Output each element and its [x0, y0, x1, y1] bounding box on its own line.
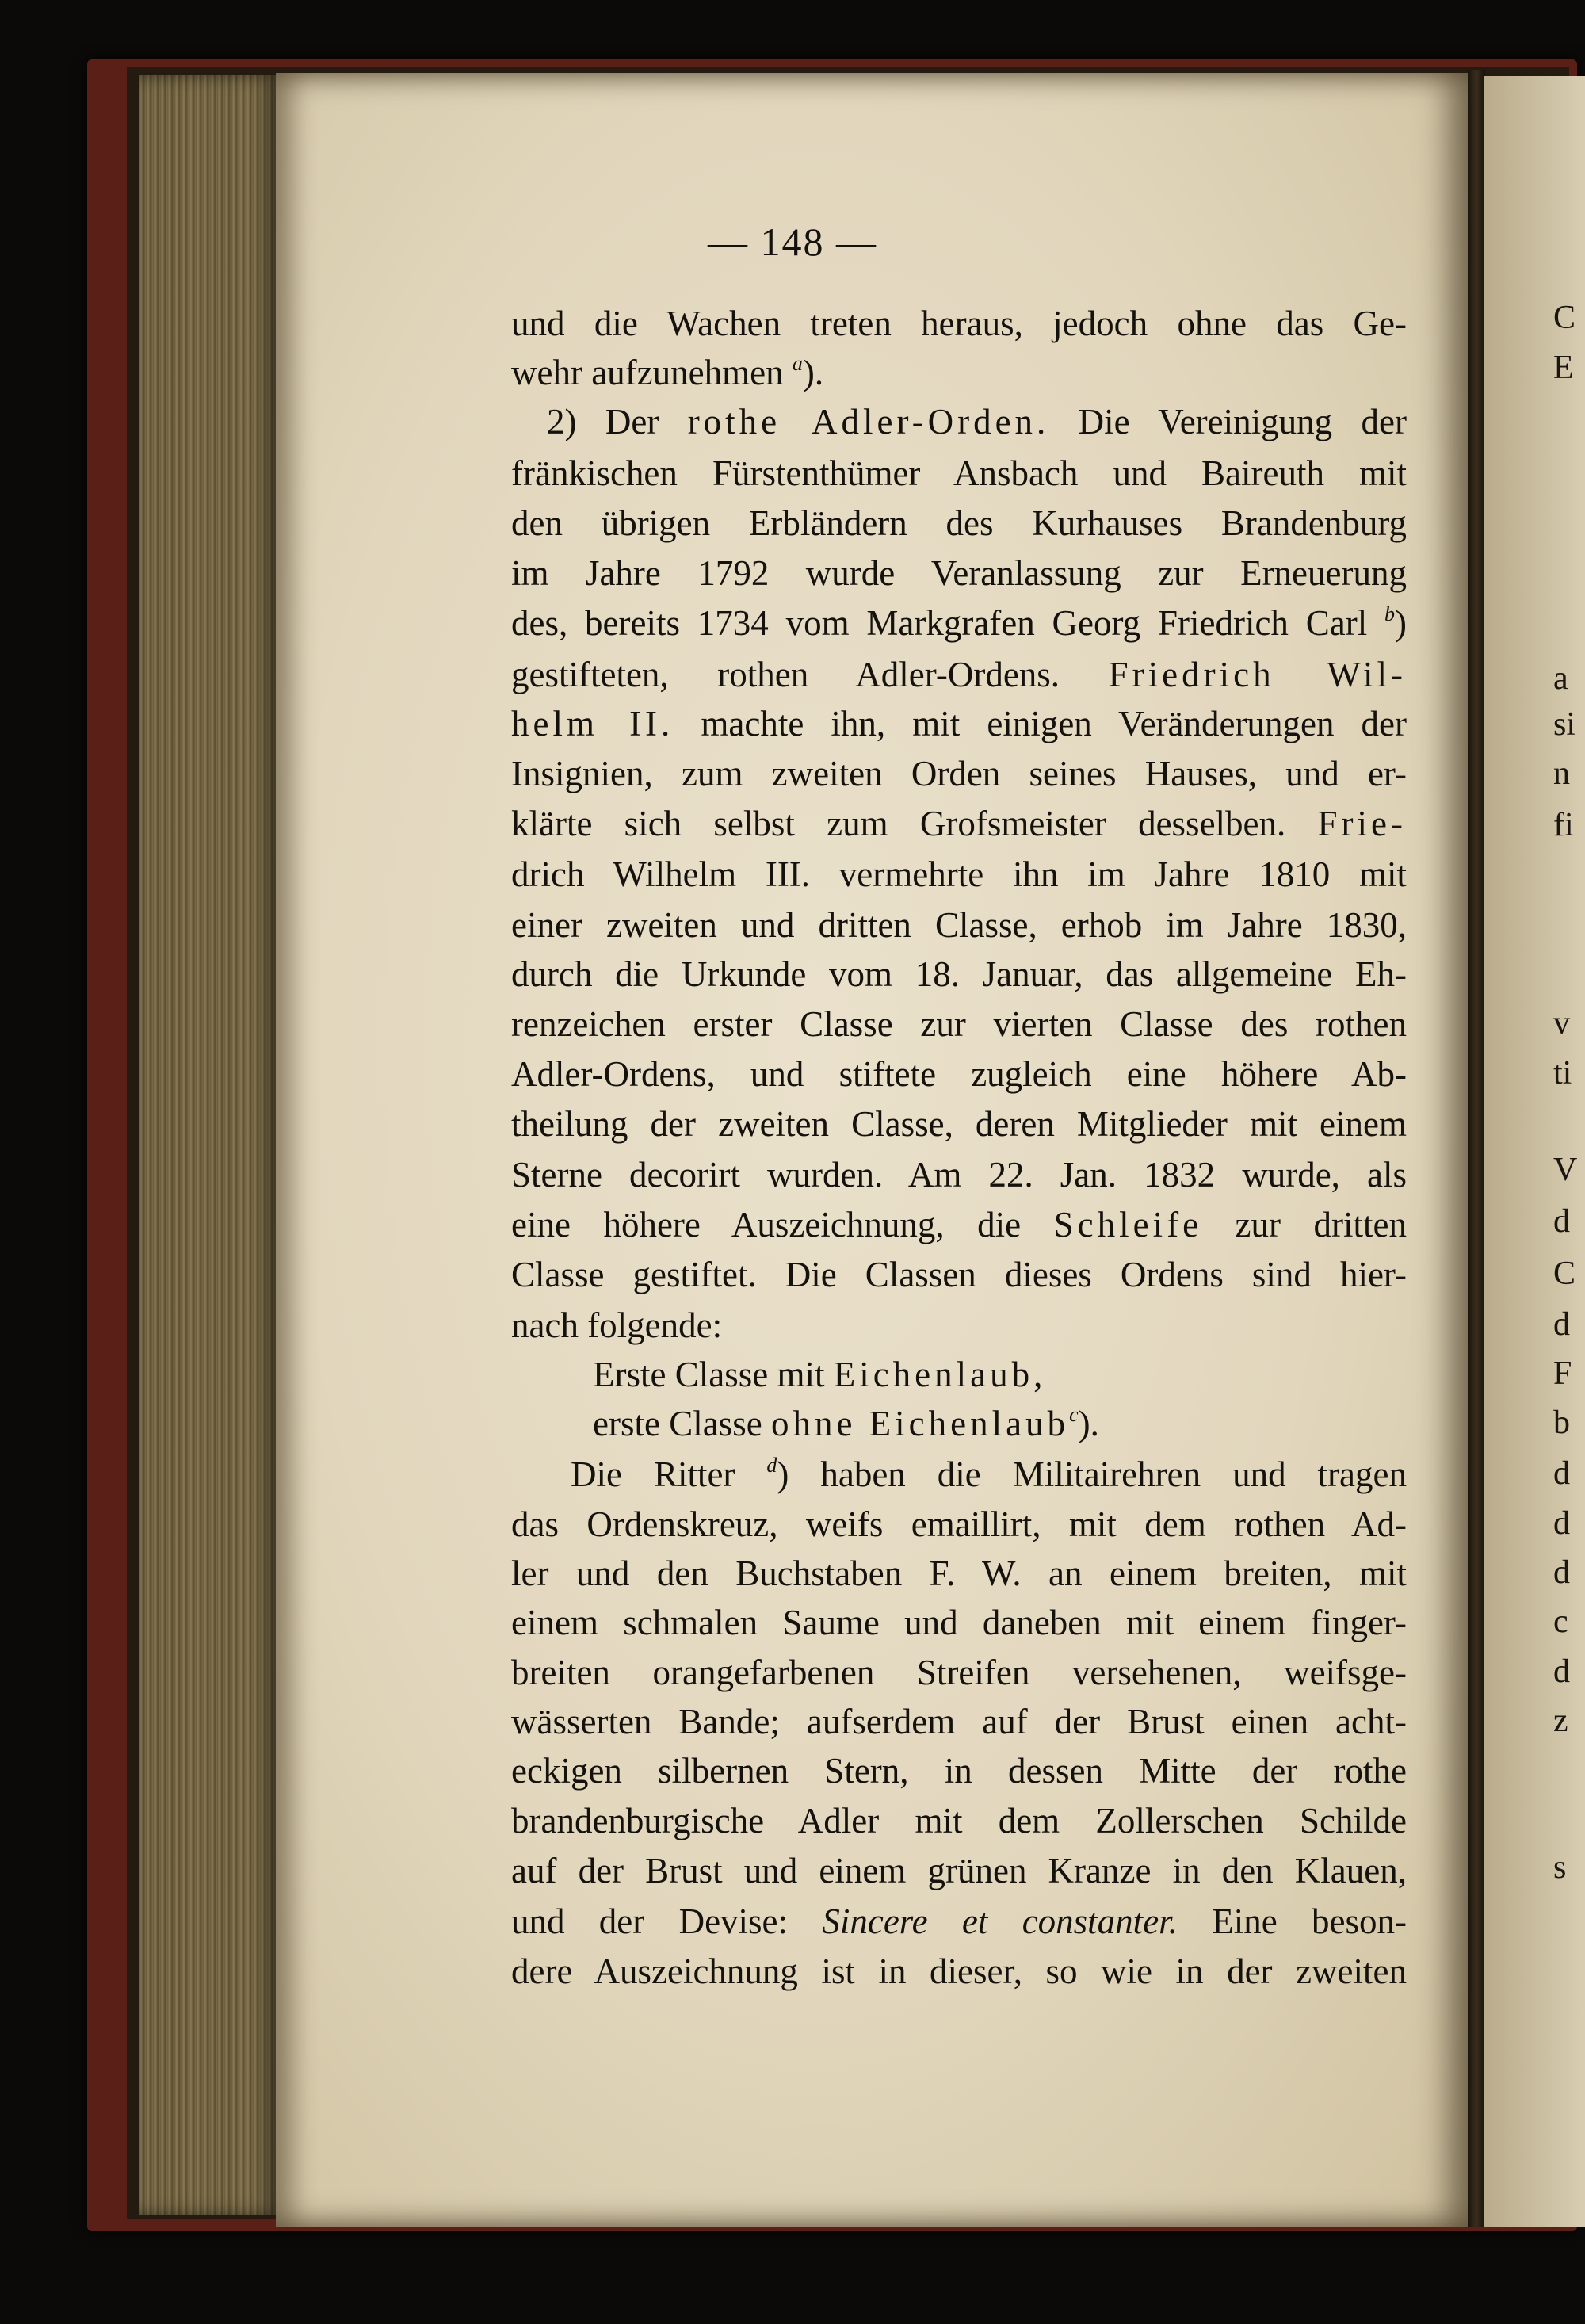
text-segment: drich Wilhelm III. vermehrte ihn im Jahre 1810 mit [511, 854, 1407, 894]
text-segment: eckigen silbernen Stern, in dessen Mitte der rothe [511, 1751, 1407, 1791]
right-page-letter: fi [1553, 807, 1574, 843]
text-line [511, 1803, 1407, 1839]
text-line [511, 1257, 1407, 1293]
text-line [511, 1655, 1407, 1691]
right-page-letter: v [1553, 1005, 1570, 1042]
text-segment: Eine beson- [1177, 1902, 1407, 1941]
text-line [511, 1004, 1407, 1044]
text-line [511, 905, 1407, 945]
footnote-marker: a [792, 352, 803, 375]
text-segment: erste Classe [593, 1404, 771, 1443]
text-segment: auf der Brust und einem grünen Kranze in den Klauen, [511, 1851, 1407, 1890]
text-line [511, 1605, 1407, 1641]
text-line [593, 1357, 1149, 1393]
right-page-letter: z [1553, 1703, 1568, 1739]
right-page-letter: n [1553, 755, 1570, 792]
text-segment: nach folgende: [511, 1305, 723, 1345]
text-segment: helm II. [511, 704, 674, 743]
right-page-letter: a [1553, 660, 1568, 697]
text-segment: wehr aufzunehmen [511, 353, 792, 392]
text-line [511, 1753, 1407, 1789]
text-segment: des, bereits 1734 vom Markgrafen Georg Friedrich Carl [511, 603, 1384, 643]
right-page-letter: si [1553, 706, 1576, 743]
text-segment: brandenburgische Adler mit dem Zollerschen Schilde [511, 1801, 1407, 1840]
text-line [511, 602, 1407, 643]
text-line [511, 352, 1094, 392]
right-page-letter: ti [1553, 1055, 1572, 1091]
text-segment: im Jahre 1792 wurde Veranlassung zur Erneuerung [511, 553, 1407, 593]
right-page-letter: s [1553, 1849, 1567, 1886]
right-page-letter: C [1553, 300, 1576, 336]
text-line [511, 1556, 1407, 1592]
text-segment: Frie- [1317, 804, 1407, 843]
right-page-letter: F [1553, 1355, 1572, 1392]
text-segment: Adler-Ordens, und stiftete zugleich eine höhere Ab- [511, 1054, 1407, 1094]
text-segment: renzeichen erster Classe zur vierten Classe des rothen [511, 1004, 1407, 1044]
text-segment: wässerten Bande; aufserdem auf der Brust einen acht- [511, 1702, 1407, 1741]
text-segment: klärte sich selbst zum Grofsmeister desselben. [511, 804, 1318, 843]
right-page-letter: d [1553, 1306, 1570, 1343]
text-line [511, 1305, 840, 1345]
text-line [511, 1951, 1407, 1991]
text-line [511, 306, 1407, 342]
text-segment: durch die Urkunde vom 18. Januar, das allgemeine Eh- [511, 954, 1407, 994]
text-line [511, 1207, 1407, 1243]
text-segment: machte ihn, mit einigen Veränderungen der [674, 704, 1407, 743]
page-number: — 148 — [708, 220, 877, 264]
text-line [511, 954, 1407, 994]
text-segment: ) [1395, 603, 1407, 643]
footnote-marker: b [1384, 602, 1395, 625]
text-segment: Die Ritter [571, 1454, 767, 1494]
text-line [547, 404, 1407, 440]
text-segment: und die Wachen treten heraus, jedoch ohne das Ge- [511, 304, 1407, 343]
text-segment: einer zweiten und dritten Classe, erhob im Jahre 1830, [511, 905, 1407, 945]
text-segment: Friedrich Wil- [1108, 655, 1407, 694]
text-segment: ) haben die Militairehren und tragen [777, 1454, 1407, 1494]
text-line [511, 657, 1407, 693]
text-segment: Eichenlaub, [833, 1355, 1047, 1394]
text-segment: Sterne decorirt wurden. Am 22. Jan. 1832 wurde, als [511, 1155, 1407, 1194]
footnote-marker: d [766, 1454, 777, 1477]
right-page-letter: d [1553, 1455, 1570, 1492]
text-line [511, 706, 1407, 742]
right-page-letter: V [1553, 1152, 1578, 1188]
right-page-letter: C [1553, 1256, 1576, 1292]
right-page-letter: d [1553, 1653, 1570, 1690]
footnote-marker: c [1069, 1403, 1079, 1426]
text-line [571, 1454, 1407, 1494]
text-segment: einem schmalen Saume und daneben mit einem finger- [511, 1603, 1407, 1642]
right-page-letter: d [1553, 1505, 1570, 1542]
text-segment: ). [802, 353, 824, 392]
text-segment: Classe gestiftet. Die Classen dieses Ordens sind hier- [511, 1255, 1407, 1294]
text-line [511, 1104, 1407, 1144]
text-line [511, 756, 1407, 792]
text-line [511, 1054, 1407, 1094]
text-line [511, 1704, 1407, 1740]
text-line [511, 1853, 1407, 1889]
text-line [511, 806, 1407, 842]
text-segment: ohne Eichenlaub [770, 1404, 1070, 1443]
text-line [511, 1904, 1407, 1940]
right-page-letter: c [1553, 1603, 1568, 1640]
text-segment: ). [1078, 1404, 1099, 1443]
text-segment: und der Devise: [511, 1902, 823, 1941]
text-segment: Schleife [1053, 1205, 1203, 1244]
text-segment: 2) Der [547, 402, 688, 441]
text-segment: zur dritten [1202, 1205, 1407, 1244]
text-segment: eine höhere Auszeichnung, die [511, 1205, 1054, 1244]
text-segment: den übrigen Erbländern des Kurhauses Brandenburg [511, 503, 1407, 543]
text-segment: fränkischen Fürstenthümer Ansbach und Baireuth mit [511, 453, 1407, 493]
text-line [511, 553, 1407, 593]
text-segment: Die Vereinigung der [1049, 402, 1407, 441]
text-segment: ler und den Buchstaben F. W. an einem breiten, mit [511, 1554, 1407, 1593]
text-segment: breiten orangefarbenen Streifen versehenen, weifsge- [511, 1653, 1407, 1692]
text-line [511, 854, 1407, 894]
text-segment: Erste Classe mit [593, 1355, 834, 1394]
right-page-letter: d [1553, 1203, 1570, 1240]
text-segment: theilung der zweiten Classe, deren Mitglieder mit einem [511, 1104, 1407, 1144]
text-line [511, 1504, 1407, 1544]
text-segment: dere Auszeichnung ist in dieser, so wie in der zweiten [511, 1951, 1407, 1991]
right-page-letter: E [1553, 350, 1574, 386]
text-line [511, 1157, 1407, 1193]
text-segment: rothe Adler-Orden. [687, 402, 1050, 441]
text-segment: Sincere et constanter. [822, 1902, 1178, 1941]
text-segment: das Ordenskreuz, weifs emaillirt, mit dem rothen Ad- [511, 1504, 1407, 1544]
text-segment: Insignien, zum zweiten Orden seines Hauses, und er- [511, 754, 1407, 793]
text-segment: gestifteten, rothen Adler-Ordens. [511, 655, 1109, 694]
right-page-letter: d [1553, 1554, 1570, 1591]
text-line [511, 453, 1407, 493]
right-page-letter: b [1553, 1405, 1570, 1441]
text-line [511, 503, 1407, 543]
text-line [593, 1403, 1189, 1443]
book-gutter [1468, 70, 1485, 2227]
page-edges [139, 75, 277, 2215]
